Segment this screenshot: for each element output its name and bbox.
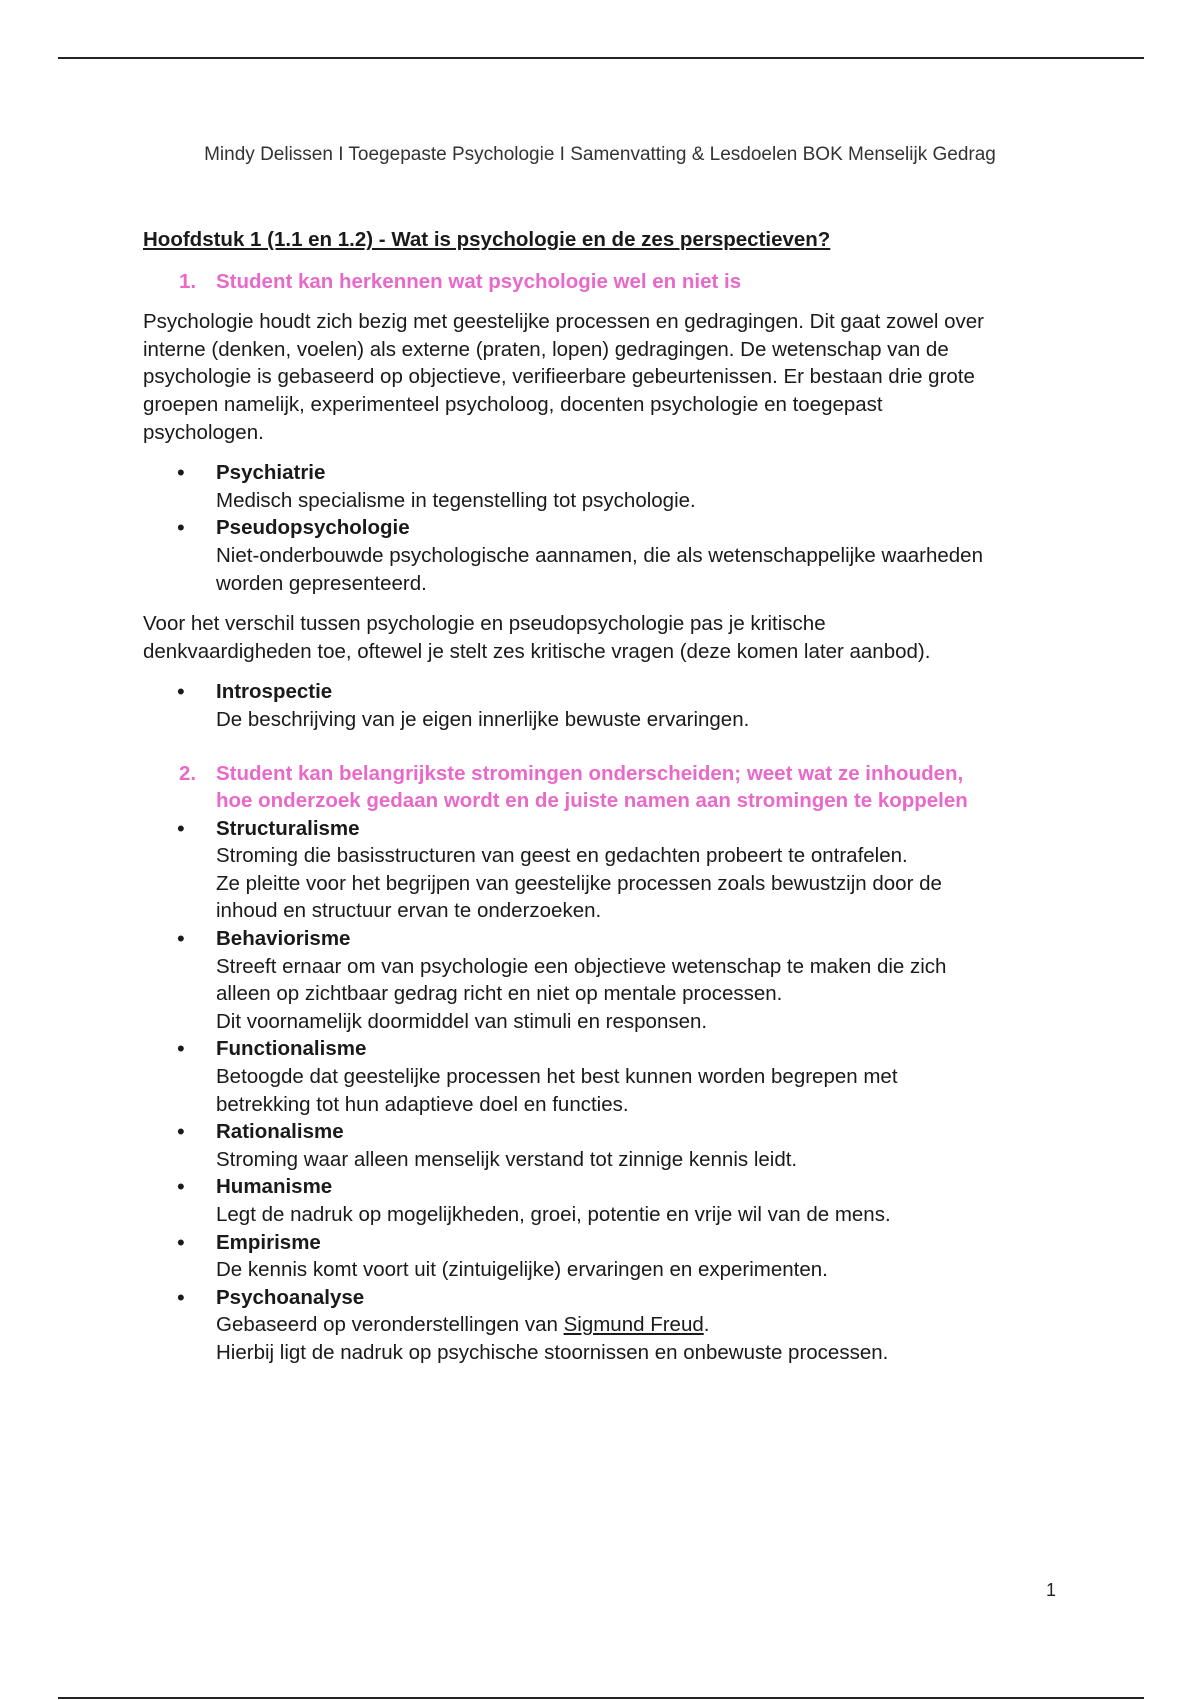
list-item: • Functionalisme Betoogde dat geestelijke processen het best kunnen worden begrepen met betrekking tot hun adaptieve doel en functies. — [143, 1035, 1073, 1118]
list-item: • Empirisme De kennis komt voort uit (zintuigelijke) ervaringen en experimenten. — [143, 1229, 1073, 1284]
list-item: • Psychoanalyse Gebaseerd op veronderstellingen van Sigmund Freud. Hierbij ligt de nadruk op psychische stoornissen en onbewuste processen. — [143, 1284, 1073, 1367]
page-number: 1 — [1046, 1580, 1057, 1600]
goal-text: Student kan belangrijkste stromingen onderscheiden; weet wat ze inhouden, — [216, 761, 964, 785]
list-item: • Rationalisme Stroming waar alleen menselijk verstand tot zinnige kennis leidt. — [143, 1118, 1073, 1173]
list-item: • Pseudopsychologie Niet-onderbouwde psychologische aannamen, die als wetenschappelijke waarheden worden gepresenteerd. — [143, 514, 1073, 597]
term: • Psychoanalyse — [216, 1285, 365, 1309]
term: • Rationalisme — [216, 1120, 344, 1144]
goal-text: Student kan herkennen wat psychologie wel en niet is — [216, 269, 742, 293]
intro-paragraph: Psychologie houdt zich bezig met geestelijke processen en gedragingen. Dit gaat zowel over interne (denken, voelen) als externe (praten, lopen) gedragingen. De wetenschap van de psychologie is gebaseerd op objectieve, verifieerbare gebeurtenissen. Er bestaan drie grote groepen namelijk, experimenteel psycholoog, docenten psychologie en toegepast psychologen. — [143, 310, 985, 444]
list-item: • Structuralisme Stroming die basisstructuren van geest en gedachten probeert te ontrafelen. Ze pleitte voor het begrijpen van geestelijke processen zoals bewustzijn door de inhoud en structuur ervan te onderzoeken. — [143, 815, 1073, 925]
stromingen-list — [143, 815, 1073, 1367]
term: • Behaviorisme — [216, 927, 351, 951]
term: • Humanisme — [216, 1175, 333, 1199]
goal-number: 1. — [179, 269, 197, 293]
top-rule — [58, 57, 1144, 59]
term: • Introspectie — [216, 680, 333, 704]
list-item: • Humanisme Legt de nadruk op mogelijkheden, groei, potentie en vrije wil van de mens. — [143, 1173, 1073, 1228]
page-header: Mindy Delissen I Toegepaste Psychologie I Samenvatting & Lesdoelen BOK Menselijk Gedrag — [204, 144, 996, 165]
definition-list-1 — [143, 459, 1073, 597]
term: • Pseudopsychologie — [216, 516, 410, 540]
goal-number: 2. — [179, 761, 197, 785]
list-item: • Introspectie De beschrijving van je eigen innerlijke bewuste ervaringen. — [143, 678, 1073, 733]
list-item: • Behaviorisme Streeft ernaar om van psychologie een objectieve wetenschap te maken die zich alleen op zichtbaar gedrag richt en niet op mentale processen. Dit voornamelijk doormiddel van stimuli en responsen. — [143, 925, 1073, 1035]
learning-goal-1 — [143, 268, 1073, 296]
sigmund-freud-link[interactable]: Sigmund Freud — [563, 1313, 704, 1337]
document-body — [143, 226, 1073, 1367]
term: • Structuralisme — [216, 816, 360, 840]
term: • Psychiatrie — [216, 461, 326, 485]
term: • Functionalisme — [216, 1037, 367, 1061]
term: • Empirisme — [216, 1230, 321, 1254]
chapter-title: Hoofdstuk 1 (1.1 en 1.2) - Wat is psychologie en de zes perspectieven? — [143, 228, 831, 251]
paragraph-critical-thinking: Voor het verschil tussen psychologie en pseudopsychologie pas je kritische denkvaardigheden toe, oftewel je stelt zes kritische vragen (deze komen later aanbod). — [143, 612, 931, 663]
goal-text: hoe onderzoek gedaan wordt en de juiste namen aan stromingen te koppelen — [216, 789, 968, 813]
learning-goal-2 — [143, 760, 1073, 815]
bottom-rule — [58, 1697, 1144, 1699]
definition-list-2 — [143, 678, 1073, 733]
list-item: • Psychiatrie Medisch specialisme in tegenstelling tot psychologie. — [143, 459, 1073, 514]
